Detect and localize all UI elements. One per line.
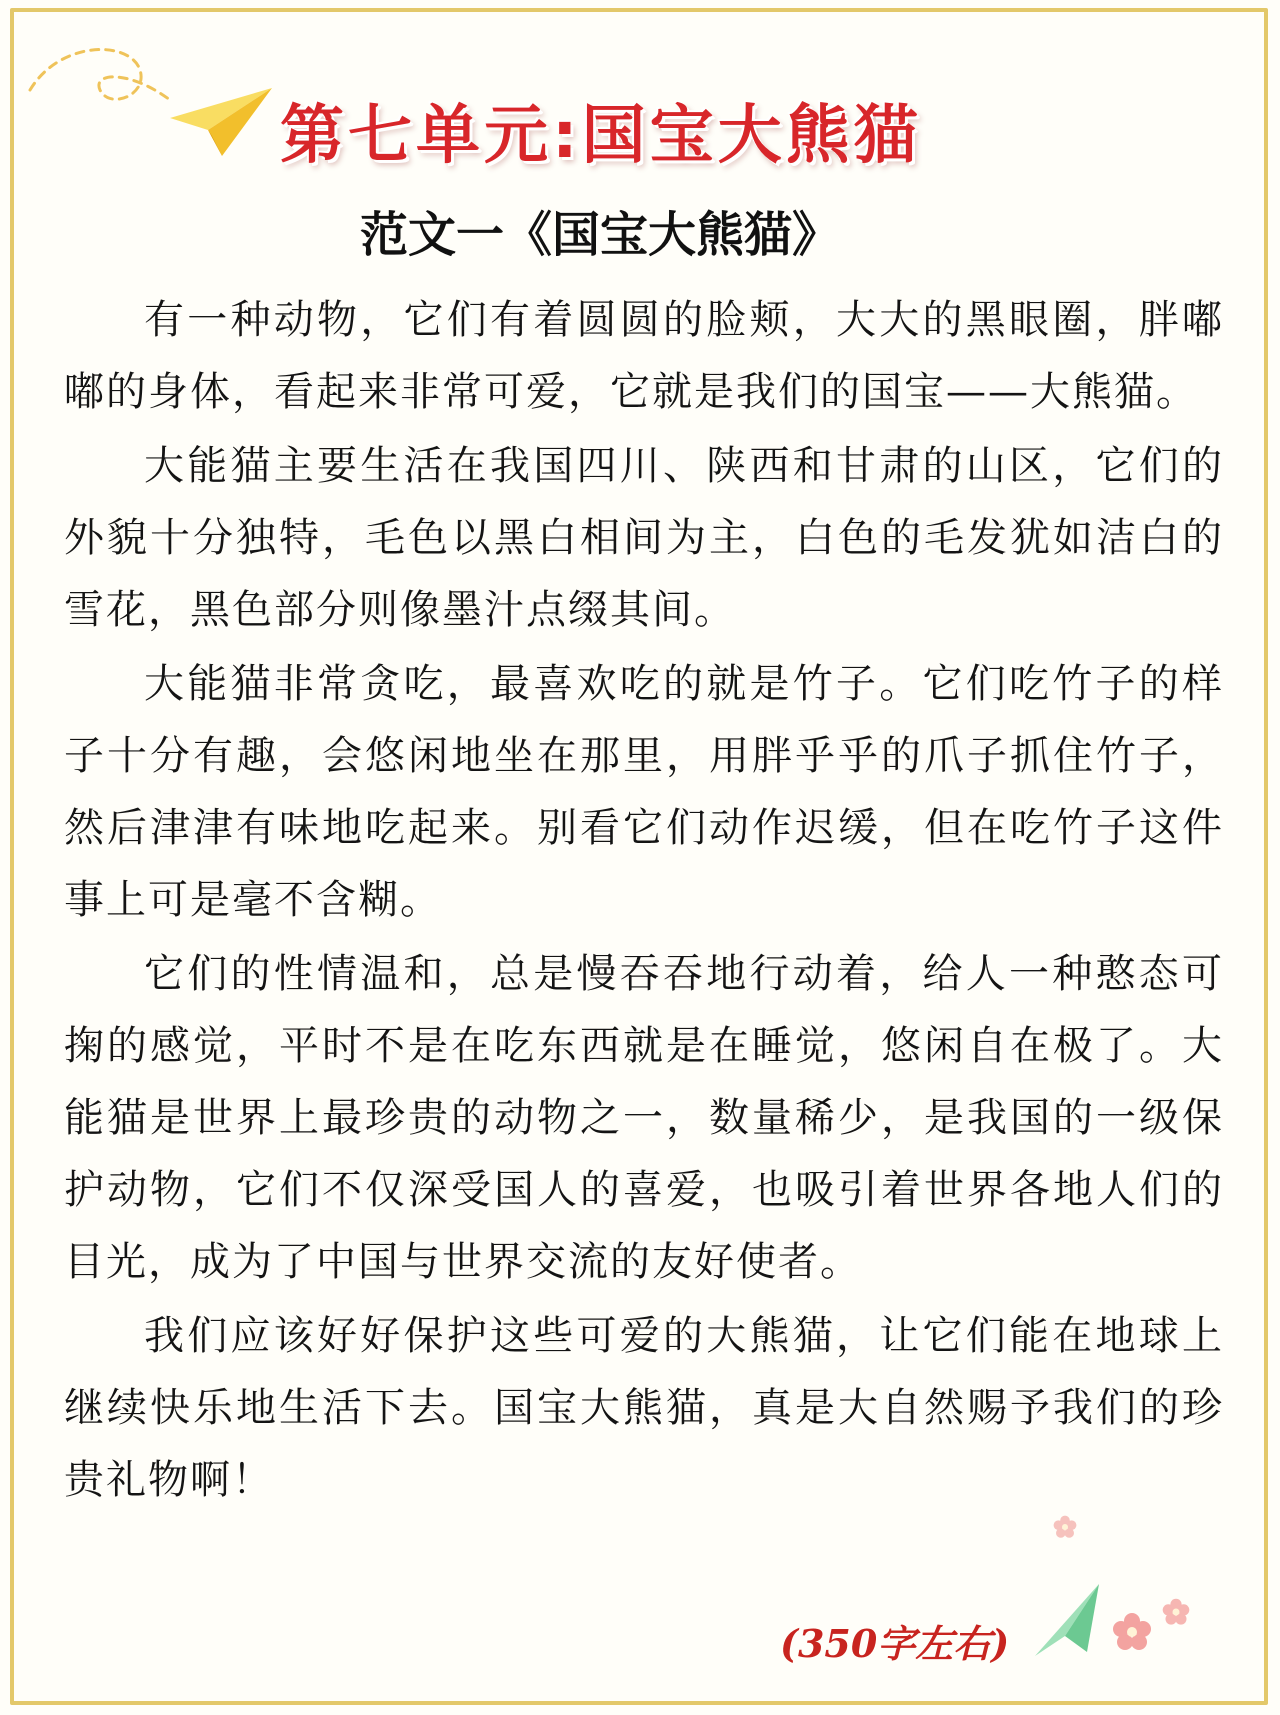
paper-plane-small-icon xyxy=(1025,1580,1105,1660)
essay-paragraph: 大能猫主要生活在我国四川、陕西和甘肃的山区，它们的外貌十分独特，毛色以黑白相间为主，白色的毛发犹如洁白的雪花，黑色部分则像墨汁点缀其间。 xyxy=(64,443,1224,633)
flower-icon xyxy=(1112,1612,1152,1652)
flower-icon xyxy=(1162,1598,1190,1626)
essay-body xyxy=(64,284,1224,1518)
essay-title: 范文一《国宝大熊猫》 xyxy=(360,207,841,263)
essay-paragraph: 它们的性情温和，总是慢吞吞地行动着，给人一种憨态可掬的感觉，平时不是在吃东西就是在睡觉，悠闲自在极了。大能猫是世界上最珍贵的动物之一，数量稀少，是我国的一级保护动物，它们不仅深受国人的喜爱，也吸引着世界各地人们的目光，成为了中国与世界交流的友好使者。 xyxy=(64,951,1224,1285)
unit-title: 第七单元:国宝大熊猫 xyxy=(280,99,922,173)
word-count-note: (350字左右) xyxy=(780,1621,1010,1666)
essay-paragraph: 我们应该好好保护这些可爱的大熊猫，让它们能在地球上继续快乐地生活下去。国宝大熊猫，真是大自然赐予我们的珍贵礼物啊！ xyxy=(64,1313,1224,1503)
paper-plane-icon xyxy=(168,70,278,160)
flower-icon xyxy=(1053,1515,1077,1539)
essay-paragraph: 有一种动物，它们有着圆圆的脸颊，大大的黑眼圈，胖嘟嘟的身体，看起来非常可爱，它就是我们的国宝——大熊猫。 xyxy=(64,297,1224,415)
essay-paragraph: 大能猫非常贪吃，最喜欢吃的就是竹子。它们吃竹子的样子十分有趣，会悠闲地坐在那里，用胖乎乎的爪子抓住竹子，然后津津有味地吃起来。别看它们动作迟缓，但在吃竹子这件事上可是毫不含糊。 xyxy=(64,661,1224,923)
